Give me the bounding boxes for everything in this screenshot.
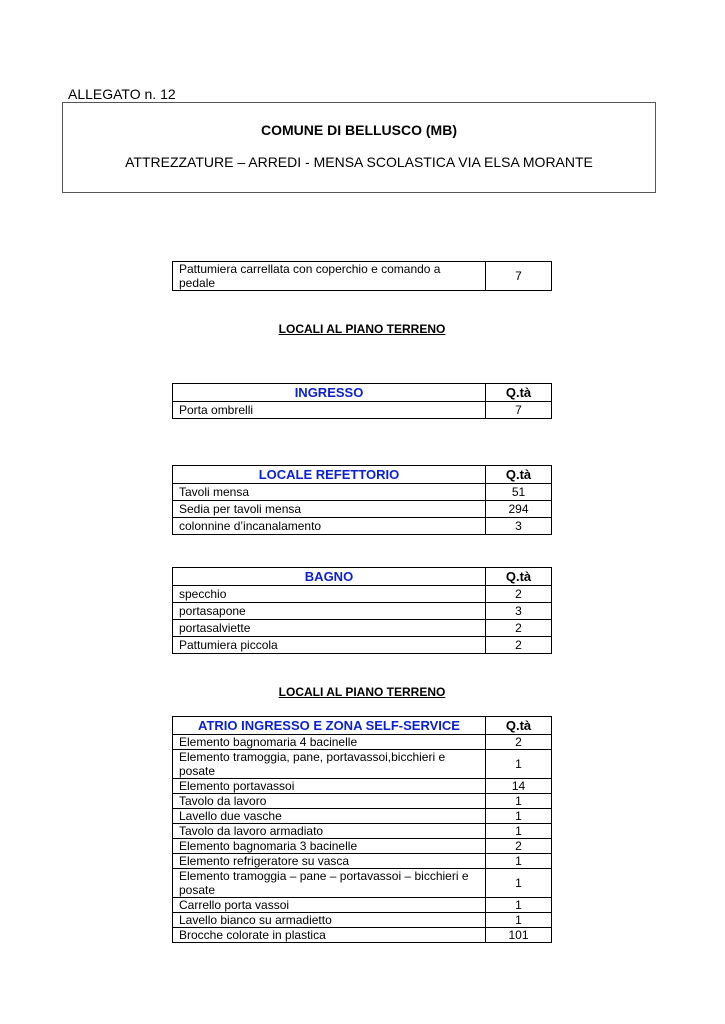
table-row	[173, 928, 552, 943]
item-name: Tavolo da lavoro armadiato	[173, 824, 486, 839]
comune-title: COMUNE DI BELLUSCO (MB)	[261, 122, 457, 138]
item-name: Tavoli mensa	[173, 484, 486, 501]
item-name: Elemento bagnomaria 3 bacinelle	[173, 839, 486, 854]
item-qty: 2	[486, 735, 552, 750]
item-qty: 14	[486, 779, 552, 794]
top-item-table	[172, 261, 552, 291]
item-name: Elemento tramoggia – pane – portavassoi – bicchieri e posate	[173, 869, 486, 898]
item-qty: 1	[486, 809, 552, 824]
qty-header: Q.tà	[486, 466, 552, 484]
item-name: Brocche colorate in plastica	[173, 928, 486, 943]
item-qty: 51	[486, 484, 552, 501]
item-qty: 2	[486, 637, 552, 654]
item-name: Carrello porta vassoi	[173, 898, 486, 913]
section-title-piano-terreno-2: LOCALI AL PIANO TERRENO	[278, 685, 446, 699]
table-row	[173, 913, 552, 928]
section-title-piano-terreno: LOCALI AL PIANO TERRENO	[278, 322, 446, 336]
item-qty: 7	[486, 262, 552, 291]
item-qty: 294	[486, 501, 552, 518]
item-qty: 1	[486, 794, 552, 809]
table-title: LOCALE REFETTORIO	[173, 466, 486, 484]
table-row	[173, 824, 552, 839]
atrio-table	[172, 716, 552, 943]
table-row	[173, 898, 552, 913]
item-qty: 101	[486, 928, 552, 943]
item-name: Pattumiera piccola	[173, 637, 486, 654]
table-row	[173, 402, 552, 419]
item-qty: 2	[486, 839, 552, 854]
table-row	[173, 839, 552, 854]
item-qty: 1	[486, 869, 552, 898]
item-name: portasalviette	[173, 620, 486, 637]
item-name: specchio	[173, 586, 486, 603]
item-name: Elemento refrigeratore su vasca	[173, 854, 486, 869]
header-box	[62, 102, 656, 193]
item-name: Lavello due vasche	[173, 809, 486, 824]
table-title: BAGNO	[173, 568, 486, 586]
table-row	[173, 869, 552, 898]
allegato-label: ALLEGATO n. 12	[68, 86, 176, 102]
qty-header: Q.tà	[486, 568, 552, 586]
item-qty: 1	[486, 750, 552, 779]
item-qty: 7	[486, 402, 552, 419]
table-row	[173, 794, 552, 809]
item-name: Porta ombrelli	[173, 402, 486, 419]
table-row	[173, 735, 552, 750]
refettorio-table	[172, 465, 552, 535]
table-header-row	[173, 568, 552, 586]
item-name: Sedia per tavoli mensa	[173, 501, 486, 518]
table-row	[173, 262, 552, 291]
item-name: Elemento portavassoi	[173, 779, 486, 794]
table-row	[173, 484, 552, 501]
item-name: colonnine d’incanalamento	[173, 518, 486, 535]
table-row	[173, 809, 552, 824]
item-qty: 1	[486, 854, 552, 869]
table-title: INGRESSO	[173, 384, 486, 402]
table-header-row	[173, 717, 552, 735]
item-qty: 1	[486, 824, 552, 839]
table-row	[173, 620, 552, 637]
ingresso-table	[172, 383, 552, 419]
table-row	[173, 603, 552, 620]
item-name: Pattumiera carrellata con coperchio e comando a pedale	[173, 262, 486, 291]
table-row	[173, 750, 552, 779]
item-name: Elemento tramoggia, pane, portavassoi,bicchieri e posate	[173, 750, 486, 779]
item-qty: 3	[486, 603, 552, 620]
item-name: Tavolo da lavoro	[173, 794, 486, 809]
document-subtitle: ATTREZZATURE – ARREDI - MENSA SCOLASTICA VIA ELSA MORANTE	[125, 154, 593, 170]
item-qty: 2	[486, 586, 552, 603]
item-name: Elemento bagnomaria 4 bacinelle	[173, 735, 486, 750]
table-row	[173, 854, 552, 869]
table-row	[173, 637, 552, 654]
table-row	[173, 586, 552, 603]
item-name: Lavello bianco su armadietto	[173, 913, 486, 928]
qty-header: Q.tà	[486, 717, 552, 735]
table-header-row	[173, 384, 552, 402]
table-row	[173, 518, 552, 535]
table-row	[173, 501, 552, 518]
item-qty: 2	[486, 620, 552, 637]
qty-header: Q.tà	[486, 384, 552, 402]
bagno-table	[172, 567, 552, 654]
table-title: ATRIO INGRESSO E ZONA SELF-SERVICE	[173, 717, 486, 735]
table-header-row	[173, 466, 552, 484]
item-qty: 1	[486, 913, 552, 928]
item-qty: 1	[486, 898, 552, 913]
item-name: portasapone	[173, 603, 486, 620]
table-row	[173, 779, 552, 794]
item-qty: 3	[486, 518, 552, 535]
